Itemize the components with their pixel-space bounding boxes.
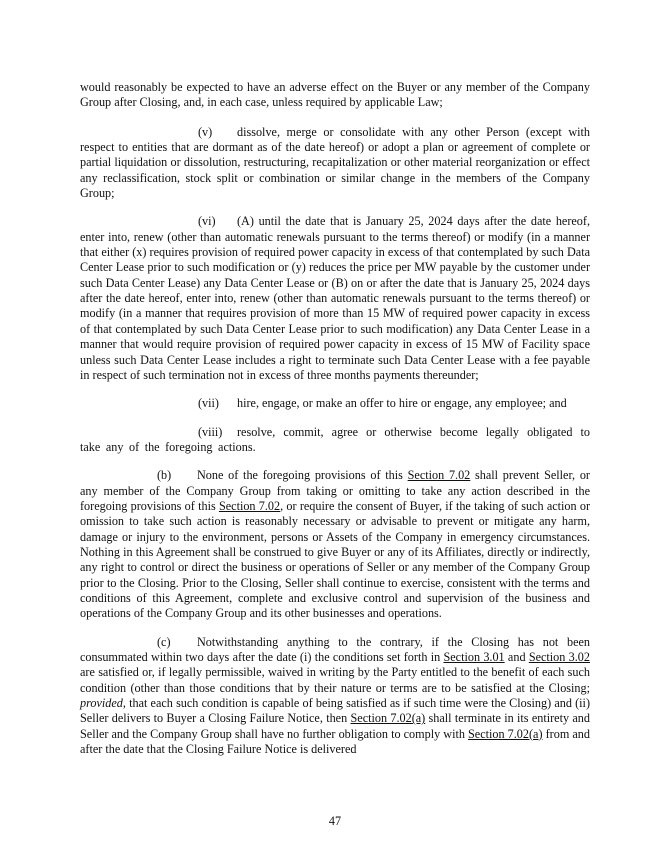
section-reference-link[interactable]: Section 7.02(a) [468,726,543,741]
section-reference-link[interactable]: Section 7.02 [218,498,281,513]
clause-v [80,125,590,202]
clause-text: , that each such condition is capable of being satisfied as if such time were the Closing) and (ii) Seller delivers to Buyer a Closing Failure Notice, then [80,696,590,726]
section-reference-link[interactable]: Section 3.02 [528,650,590,664]
clause-b [80,468,590,621]
clause-vi [80,214,590,383]
clause-text: and [504,650,529,664]
clause-text: shall prevent Seller, or any member of the Company Group from taking or omitting to take any action described in the foregoing provisions of this [80,468,590,513]
clause-number: (vi) [198,214,216,229]
clause-number: (b) [157,468,172,483]
clause-text: shall terminate in its entirety and Seller and the Company Group shall have no further obligation to comply with [80,711,590,741]
clause-text: None of the foregoing provisions of this [197,468,408,483]
clause-text: are satisfied or, if legally permissible, waived in writing by the Party entitled to the benefit of each such condition (other than those conditions that by their nature or terms are to be satisfied at the Closing; [80,665,590,695]
clause-text: hire, engage, or make an offer to hire or engage, any employee; and [237,396,567,411]
clause-number: (vii) [198,396,219,411]
clause-number: (c) [157,634,171,649]
clause-viii [80,425,590,456]
clause-number: (viii) [198,424,223,439]
emphasis-text: provided [80,696,123,711]
clause-vii [80,396,590,411]
clause-number: (v) [198,124,213,139]
section-reference-link[interactable]: Section 7.02 [407,468,471,483]
clause-text: resolve, commit, agree or otherwise become legally obligated to take any of the foregoing actions. [80,424,590,454]
paragraph-continuation [80,80,590,111]
clause-text: dissolve, merge or consolidate with any other Person (except with respect to entities that are dormant as of the date hereof) or adopt a plan or agreement of complete or partial liquidation or dissolution, restructuring, recapitalization or other material reorganization or effect any reclassification, stock split or combination or similar change in the members of the Company Group; [80,124,590,201]
section-reference-link[interactable]: Section 7.02(a) [350,711,426,726]
clause-c [80,635,590,758]
paragraph-text: would reasonably be expected to have an adverse effect on the Buyer or any member of the Company Group after Closing, and, in each case, unless required by applicable Law; [80,80,590,110]
clause-text: from and after the date that the Closing Failure Notice is delivered [80,726,590,757]
clause-text: , or require the consent of Buyer, if the taking of such action or omission to take such action is reasonably necessary or advisable to prevent or mitigate any harm, damage or injury to the environment, persons or Assets of the Company in emergency circumstances. Nothing in this Agreement shall be construed to give Buyer or any of its Affiliates, directly or indirectly, any right to control or direct the business or operations of Seller or any member of the Company Group prior to the Closing. Prior to the Closing, Seller shall continue to exercise, consistent with the terms and conditions of this Agreement, complete and exclusive control and supervision of the business and operations of the Company Group and its other businesses and operations. [80,498,591,621]
clause-text: Notwithstanding anything to the contrary, if the Closing has not been consummated within two days after the date (i) the conditions set forth in [80,634,590,664]
page-number: 47 [328,814,342,828]
section-reference-link[interactable]: Section 3.01 [443,650,505,664]
clause-text: (A) until the date that is January 25, 2024 days after the date hereof, enter into, renew (other than automatic renewals pursuant to the terms thereof) or modify (in a manner that either (x) requires provision of required power capacity in excess of that contemplated by such Data Center Lease prior to such modification or (y) reduces the price per MW payable by the customer under such Data Center Lease) any Data Center Lease or (B) on or after the date that is January 25, 2024 days after the date hereof, enter into, renew (other than automatic renewals pursuant to the terms thereof) or modify (in a manner that requires provision of more than 15 MW of required power capacity in excess of that contemplated by such Data Center Lease prior to such modification) any Data Center Lease in a manner that would require provision of required power capacity in excess of 15 MW of Facility space unless such Data Center Lease includes a right to terminate such Data Center Lease with a fee payable in respect of such termination not in excess of three months payments thereunder; [80,214,590,382]
